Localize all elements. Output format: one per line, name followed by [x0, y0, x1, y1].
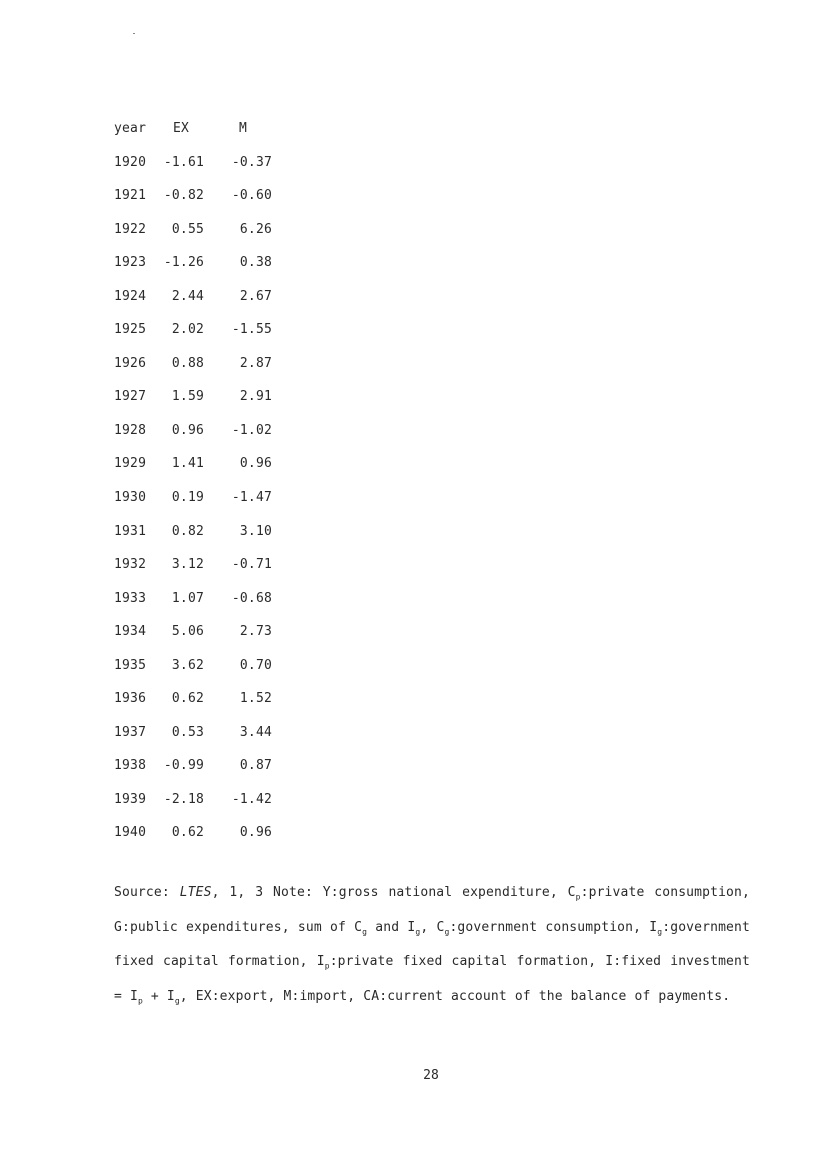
- cell-m: 2.87: [239, 355, 272, 371]
- cell-year: 1921: [114, 188, 147, 204]
- cell-ex: -1.61: [163, 154, 204, 170]
- note-text: , EX:export, M:import, CA:current account of the balance of payments.: [179, 988, 731, 1004]
- header-m: M: [238, 121, 248, 136]
- cell-ex: 2.02: [171, 322, 204, 338]
- cell-m: 0.38: [239, 255, 272, 271]
- table-row: [114, 716, 272, 750]
- subscript: g: [362, 927, 368, 937]
- cell-ex: 0.96: [171, 422, 204, 438]
- cell-year: 1931: [114, 523, 147, 539]
- cell-ex: 3.62: [171, 657, 204, 673]
- cell-ex: 0.53: [171, 724, 204, 740]
- cell-m: 0.96: [239, 825, 272, 841]
- cell-ex: 0.88: [171, 355, 204, 371]
- cell-year: 1940: [114, 825, 147, 841]
- source-citation: LTES: [179, 885, 212, 900]
- cell-year: 1925: [114, 322, 147, 338]
- cell-ex: 0.62: [171, 691, 204, 707]
- subscript: g: [174, 996, 180, 1006]
- subscript: g: [444, 927, 450, 937]
- cell-m: 6.26: [239, 221, 272, 237]
- note-text: , C: [420, 919, 445, 935]
- cell-ex: -0.82: [163, 188, 204, 204]
- cell-m: 0.87: [239, 758, 272, 774]
- cell-ex: 0.82: [171, 523, 204, 539]
- table-row: [114, 179, 272, 213]
- table-row: [114, 749, 272, 783]
- scan-speck: [133, 33, 135, 34]
- table-row: [114, 582, 272, 616]
- cell-year: 1930: [114, 490, 147, 506]
- header-year: year: [114, 121, 147, 136]
- cell-m: 2.67: [239, 288, 272, 304]
- cell-year: 1935: [114, 657, 147, 673]
- cell-year: 1920: [114, 154, 147, 170]
- source-note: [114, 876, 750, 1014]
- note-text: and I: [367, 919, 416, 935]
- cell-m: 2.91: [239, 389, 272, 405]
- cell-year: 1923: [114, 255, 147, 271]
- table-row: [114, 682, 272, 716]
- table-row: [114, 313, 272, 347]
- table-row: [114, 380, 272, 414]
- cell-year: 1926: [114, 355, 147, 371]
- table-row: [114, 146, 272, 180]
- table-row: [114, 816, 272, 850]
- cell-m: -0.68: [231, 590, 272, 606]
- cell-ex: 1.59: [171, 389, 204, 405]
- subscript: g: [657, 927, 663, 937]
- cell-ex: -2.18: [163, 791, 204, 807]
- cell-m: -1.02: [231, 422, 272, 438]
- cell-ex: 0.55: [171, 221, 204, 237]
- cell-ex: 2.44: [171, 288, 204, 304]
- cell-m: 1.52: [239, 691, 272, 707]
- cell-m: 3.10: [239, 523, 272, 539]
- cell-year: 1936: [114, 691, 147, 707]
- cell-m: 2.73: [239, 624, 272, 640]
- table-row: [114, 615, 272, 649]
- note-text: :private consumption, G:public expenditures, sum of C: [114, 885, 750, 935]
- cell-ex: 1.41: [171, 456, 204, 472]
- table-row: [114, 515, 272, 549]
- cell-year: 1932: [114, 557, 147, 573]
- cell-m: 3.44: [239, 724, 272, 740]
- table-row: [114, 347, 272, 381]
- data-table: [114, 112, 272, 850]
- cell-m: -0.37: [231, 154, 272, 170]
- subscript: p: [575, 892, 581, 902]
- cell-year: 1934: [114, 624, 147, 640]
- cell-m: -1.55: [231, 322, 272, 338]
- source-label: Source:: [114, 885, 180, 900]
- cell-m: -1.42: [231, 791, 272, 807]
- table-body: [114, 146, 272, 850]
- table-row: [114, 783, 272, 817]
- table-header-row: [114, 112, 272, 146]
- cell-ex: -1.26: [163, 255, 204, 271]
- table-row: [114, 481, 272, 515]
- note-text: + I: [142, 988, 175, 1004]
- note-text: :private fixed capital formation, I:fixed investment = I: [114, 954, 750, 1004]
- cell-year: 1939: [114, 791, 147, 807]
- cell-ex: 1.07: [171, 590, 204, 606]
- cell-ex: 5.06: [171, 624, 204, 640]
- cell-year: 1937: [114, 724, 147, 740]
- table-row: [114, 280, 272, 314]
- header-ex: EX: [172, 121, 190, 136]
- note-text: :government fixed capital formation, I: [114, 919, 750, 969]
- cell-year: 1927: [114, 389, 147, 405]
- cell-m: 0.96: [239, 456, 272, 472]
- cell-ex: 0.19: [171, 490, 204, 506]
- cell-m: 0.70: [239, 657, 272, 673]
- table-row: [114, 414, 272, 448]
- subscript: p: [137, 996, 143, 1006]
- cell-m: -1.47: [231, 490, 272, 506]
- cell-m: -0.71: [231, 557, 272, 573]
- cell-ex: -0.99: [163, 758, 204, 774]
- table-row: [114, 246, 272, 280]
- page-number: 28: [423, 1068, 439, 1083]
- cell-year: 1933: [114, 590, 147, 606]
- table-row: [114, 213, 272, 247]
- note-text: :government consumption, I: [449, 919, 658, 935]
- cell-year: 1928: [114, 422, 147, 438]
- subscript: p: [324, 961, 330, 971]
- cell-year: 1924: [114, 288, 147, 304]
- subscript: g: [415, 927, 421, 937]
- cell-ex: 3.12: [171, 557, 204, 573]
- table-row: [114, 447, 272, 481]
- cell-ex: 0.62: [171, 825, 204, 841]
- cell-year: 1938: [114, 758, 147, 774]
- table-row: [114, 548, 272, 582]
- note-text: , 1, 3 Note: Y:gross national expenditure, C: [211, 885, 576, 900]
- cell-year: 1922: [114, 221, 147, 237]
- table-row: [114, 649, 272, 683]
- cell-year: 1929: [114, 456, 147, 472]
- cell-m: -0.60: [231, 188, 272, 204]
